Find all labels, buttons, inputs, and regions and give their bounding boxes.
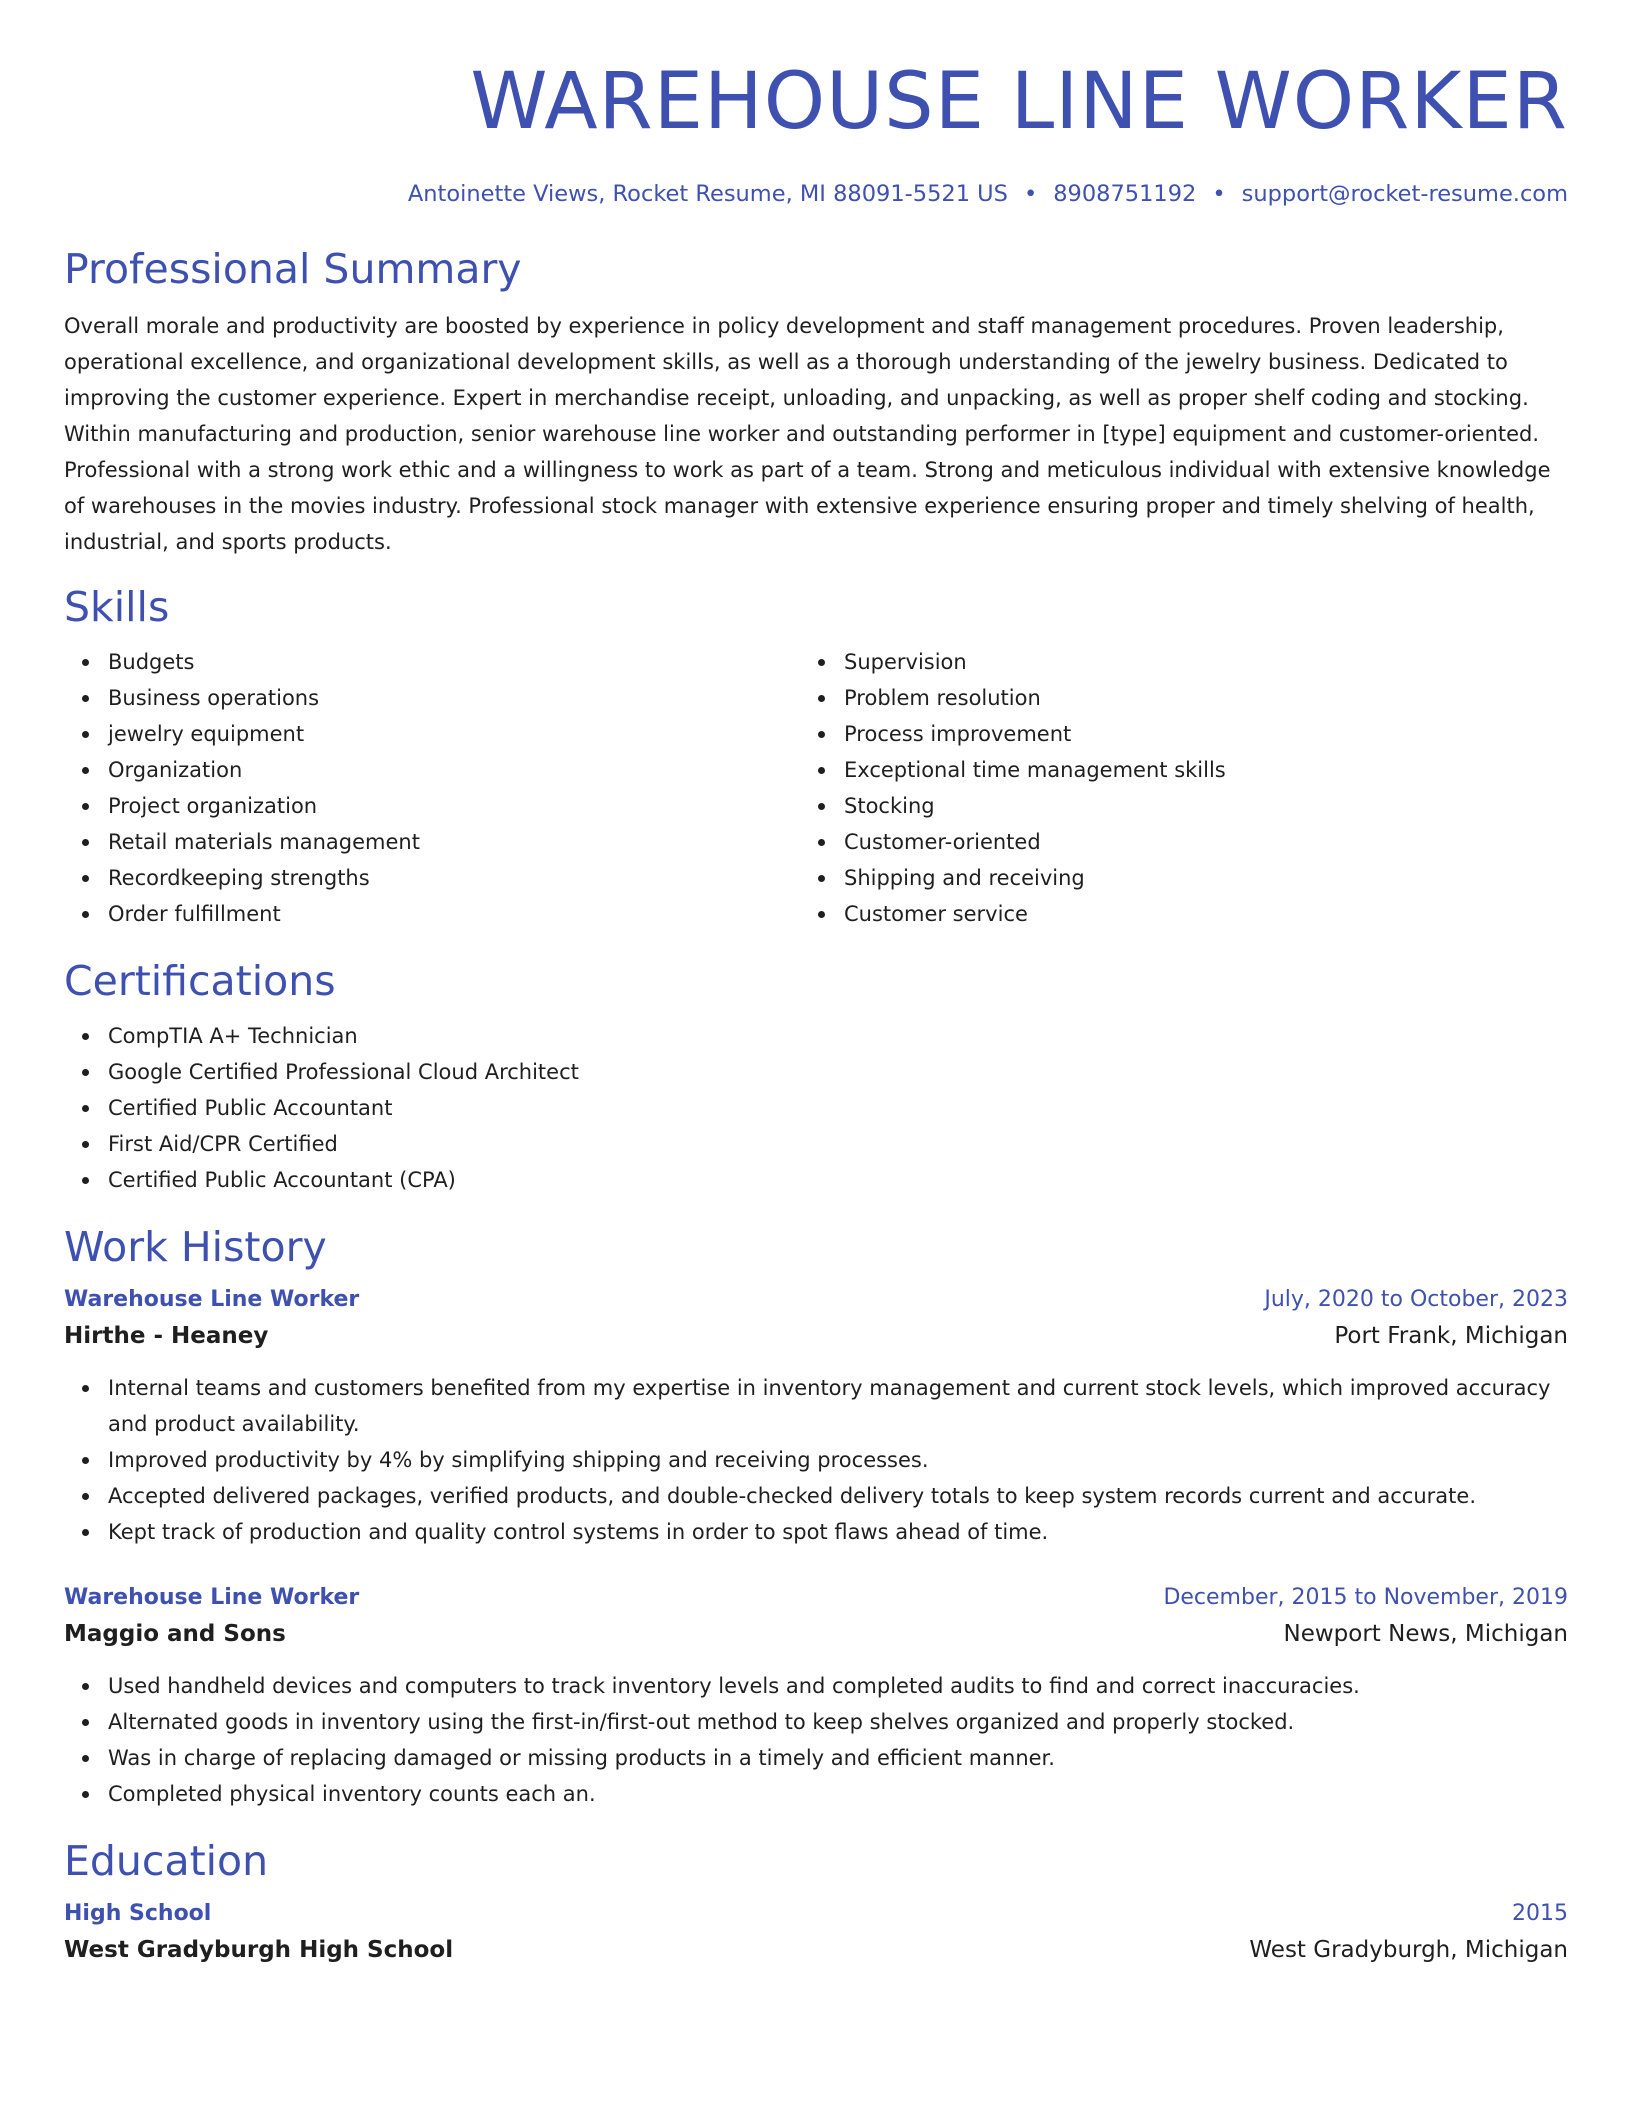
job-bullet: Was in charge of replacing damaged or missing products in a timely and efficient manner. bbox=[108, 1740, 1568, 1776]
job-subheader bbox=[64, 1318, 1568, 1354]
skill-item: Customer service bbox=[844, 896, 1536, 932]
contact-email[interactable]: support@rocket-resume.com bbox=[1241, 181, 1568, 207]
job-header bbox=[64, 1282, 1568, 1318]
education-degree: High School bbox=[64, 1901, 212, 1926]
contact-line bbox=[64, 178, 1568, 210]
education-heading: Education bbox=[64, 1837, 269, 1885]
job-entry bbox=[64, 1580, 1568, 1812]
certification-item: Certified Public Accountant bbox=[108, 1090, 1568, 1126]
certification-item: First Aid/CPR Certified bbox=[108, 1126, 1568, 1162]
job-location: Newport News, Michigan bbox=[1283, 1621, 1568, 1647]
job-company: Hirthe - Heaney bbox=[64, 1323, 269, 1349]
job-bullets bbox=[64, 1370, 1568, 1550]
certifications-heading: Certifications bbox=[64, 957, 336, 1005]
job-header bbox=[64, 1580, 1568, 1616]
job-title: Warehouse Line Worker bbox=[64, 1585, 360, 1610]
job-bullets bbox=[64, 1668, 1568, 1812]
job-bullet: Accepted delivered packages, verified products, and double-checked delivery totals to keep system records current and accurate. bbox=[108, 1478, 1568, 1514]
certification-item: Google Certified Professional Cloud Architect bbox=[108, 1054, 1568, 1090]
skill-item: Organization bbox=[108, 752, 800, 788]
education-location: West Gradyburgh, Michigan bbox=[1249, 1937, 1568, 1963]
resume-title: WAREHOUSE LINE WORKER bbox=[470, 57, 1568, 147]
education-header bbox=[64, 1896, 1568, 1932]
skills-column-right bbox=[800, 644, 1536, 932]
certification-item: Certified Public Accountant (CPA) bbox=[108, 1162, 1568, 1198]
job-entry bbox=[64, 1282, 1568, 1550]
skill-item: Exceptional time management skills bbox=[844, 752, 1536, 788]
contact-separator: • bbox=[1212, 181, 1226, 207]
job-bullet: Kept track of production and quality control systems in order to spot flaws ahead of time. bbox=[108, 1514, 1568, 1550]
job-bullet: Internal teams and customers benefited from my expertise in inventory management and current stock levels, which improved accuracy and product availability. bbox=[108, 1370, 1568, 1442]
skill-item: Order fulfillment bbox=[108, 896, 800, 932]
certifications-list bbox=[64, 1018, 1568, 1198]
skills-heading: Skills bbox=[64, 583, 170, 631]
skill-item: Shipping and receiving bbox=[844, 860, 1536, 896]
summary-text: Overall morale and productivity are boosted by experience in policy development and staff management procedures. Proven leadership, operational excellence, and organizational development skills, as well as a thorough understanding of the jewelry business. Dedicated to improving the customer experience. Expert in merchandise receipt, unloading, and unpacking, as well as proper shelf coding and stocking. Within manufacturing and production, senior warehouse line worker and outstanding performer in [type] equipment and customer-oriented. Professional with a strong work ethic and a willingness to work as part of a team. Strong and meticulous individual with extensive knowledge of warehouses in the movies industry. Professional stock manager with extensive experience ensuring proper and timely shelving of health, industrial, and sports products. bbox=[64, 314, 1551, 554]
contact-separator: • bbox=[1023, 181, 1038, 207]
education-school: West Gradyburgh High School bbox=[64, 1937, 454, 1963]
job-dates: July, 2020 to October, 2023 bbox=[1264, 1287, 1568, 1312]
skill-item: Business operations bbox=[108, 680, 800, 716]
skill-item: Problem resolution bbox=[844, 680, 1536, 716]
skill-item: Budgets bbox=[108, 644, 800, 680]
work-history-heading: Work History bbox=[64, 1223, 327, 1271]
skill-item: Supervision bbox=[844, 644, 1536, 680]
skills-column-left bbox=[64, 644, 800, 932]
contact-address: Antoinette Views, Rocket Resume, MI 88091-5521 US bbox=[407, 181, 1008, 207]
job-bullet: Completed physical inventory counts each an. bbox=[108, 1776, 1568, 1812]
skill-item: Retail materials management bbox=[108, 824, 800, 860]
education-entry bbox=[64, 1896, 1568, 1968]
skill-item: Recordkeeping strengths bbox=[108, 860, 800, 896]
skill-item: Customer-oriented bbox=[844, 824, 1536, 860]
certification-item: CompTIA A+ Technician bbox=[108, 1018, 1568, 1054]
skills-grid bbox=[64, 644, 1568, 932]
education-year: 2015 bbox=[1512, 1901, 1568, 1926]
skills-list-left bbox=[64, 644, 800, 932]
skills-list-right bbox=[800, 644, 1536, 932]
skill-item: Project organization bbox=[108, 788, 800, 824]
skill-item: Process improvement bbox=[844, 716, 1536, 752]
job-dates: December, 2015 to November, 2019 bbox=[1163, 1585, 1568, 1610]
job-title: Warehouse Line Worker bbox=[64, 1287, 360, 1312]
job-bullet: Alternated goods in inventory using the first-in/first-out method to keep shelves organized and properly stocked. bbox=[108, 1704, 1568, 1740]
education-subheader bbox=[64, 1932, 1568, 1968]
job-location: Port Frank, Michigan bbox=[1334, 1323, 1568, 1349]
job-subheader bbox=[64, 1616, 1568, 1652]
skill-item: jewelry equipment bbox=[108, 716, 800, 752]
job-bullet: Improved productivity by 4% by simplifying shipping and receiving processes. bbox=[108, 1442, 1568, 1478]
job-company: Maggio and Sons bbox=[64, 1621, 286, 1647]
job-bullet: Used handheld devices and computers to track inventory levels and completed audits to find and correct inaccuracies. bbox=[108, 1668, 1568, 1704]
skill-item: Stocking bbox=[844, 788, 1536, 824]
summary-heading: Professional Summary bbox=[64, 245, 522, 293]
contact-phone: 8908751192 bbox=[1053, 181, 1197, 207]
